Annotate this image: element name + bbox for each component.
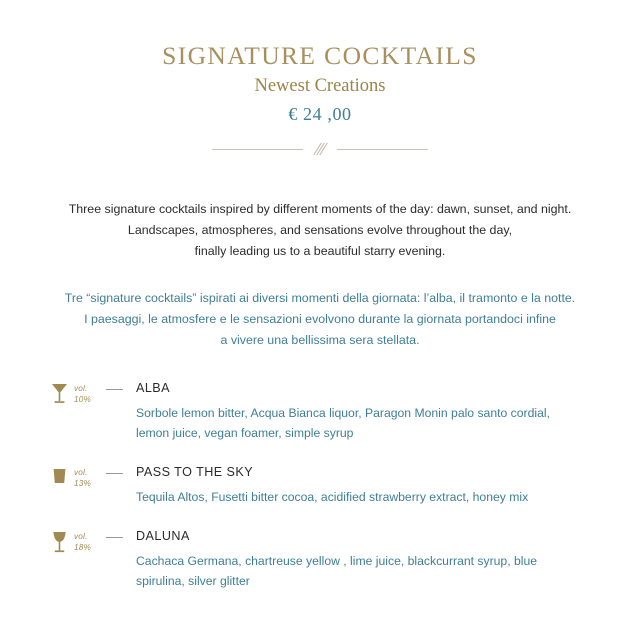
description-italian: [50, 288, 590, 351]
cocktail-name: PASS TO THE SKY: [136, 465, 254, 480]
page-title: SIGNATURE COCKTAILS: [162, 41, 478, 70]
description-it-line: Tre “signature cocktails” ispirati ai diversi momenti della giornata: l’alba, il tramonto e la notte.: [64, 291, 576, 306]
cocktail-details: [132, 381, 640, 443]
abv-label: vol.: [74, 384, 88, 394]
rocks-glass-icon: [46, 465, 72, 488]
cocktail-details: [132, 529, 640, 591]
connector: [100, 381, 132, 390]
list-item: [46, 529, 640, 591]
abv-value: 13%: [74, 479, 91, 489]
description-en-line: Three signature cocktails inspired by different moments of the day: dawn, sunset, and night.: [68, 202, 572, 217]
cocktail-ingredients: Cachaca Germana, chartreuse yellow , lime juice, blackcurrant syrup, blue spirulina, silver glitter: [136, 554, 538, 589]
cocktail-ingredients: Sorbole lemon bitter, Acqua Bianca liquor, Paragon Monin palo santo cordial, lemon juice, vegan foamer, simple syrup: [136, 406, 550, 441]
cocktail-name: ALBA: [136, 381, 171, 396]
description-it-line: I paesaggi, le atmosfere e le sensazioni evolvono durante la giornata portandoci infine: [84, 312, 556, 327]
cocktail-details: [132, 465, 640, 507]
abv-group: [72, 381, 100, 405]
hatch-ornament-icon: [308, 143, 332, 155]
dash-icon: [106, 473, 123, 474]
list-item: [46, 381, 640, 443]
abv-value: 10%: [74, 395, 91, 405]
divider-rule-right: [337, 149, 428, 150]
cocktail-name: DALUNA: [136, 529, 190, 544]
description-en-line: finally leading us to a beautiful starry evening.: [194, 244, 446, 259]
description-en-line: Landscapes, atmospheres, and sensations evolve throughout the day,: [127, 223, 513, 238]
menu-header: [0, 0, 640, 155]
connector: [100, 529, 132, 538]
description-english: [50, 199, 590, 262]
cocktail-list: [0, 381, 640, 591]
abv-group: [72, 465, 100, 489]
abv-label: vol.: [74, 532, 88, 542]
connector: [100, 465, 132, 474]
divider-rule-left: [212, 149, 303, 150]
abv-group: [72, 529, 100, 553]
abv-label: vol.: [74, 468, 88, 478]
martini-glass-icon: [46, 381, 72, 404]
dash-icon: [106, 537, 123, 538]
wine-glass-icon: [46, 529, 72, 554]
page-subtitle: Newest Creations: [254, 76, 386, 97]
list-item: [46, 465, 640, 507]
abv-value: 18%: [74, 543, 91, 553]
dash-icon: [106, 389, 123, 390]
divider: [212, 143, 428, 155]
description-it-line: a vivere una bellissima sera stellata.: [220, 333, 420, 348]
price-label: € 24 ,00: [288, 104, 352, 125]
cocktail-ingredients: Tequila Altos, Fusetti bitter cocoa, acidified strawberry extract, honey mix: [136, 490, 529, 505]
